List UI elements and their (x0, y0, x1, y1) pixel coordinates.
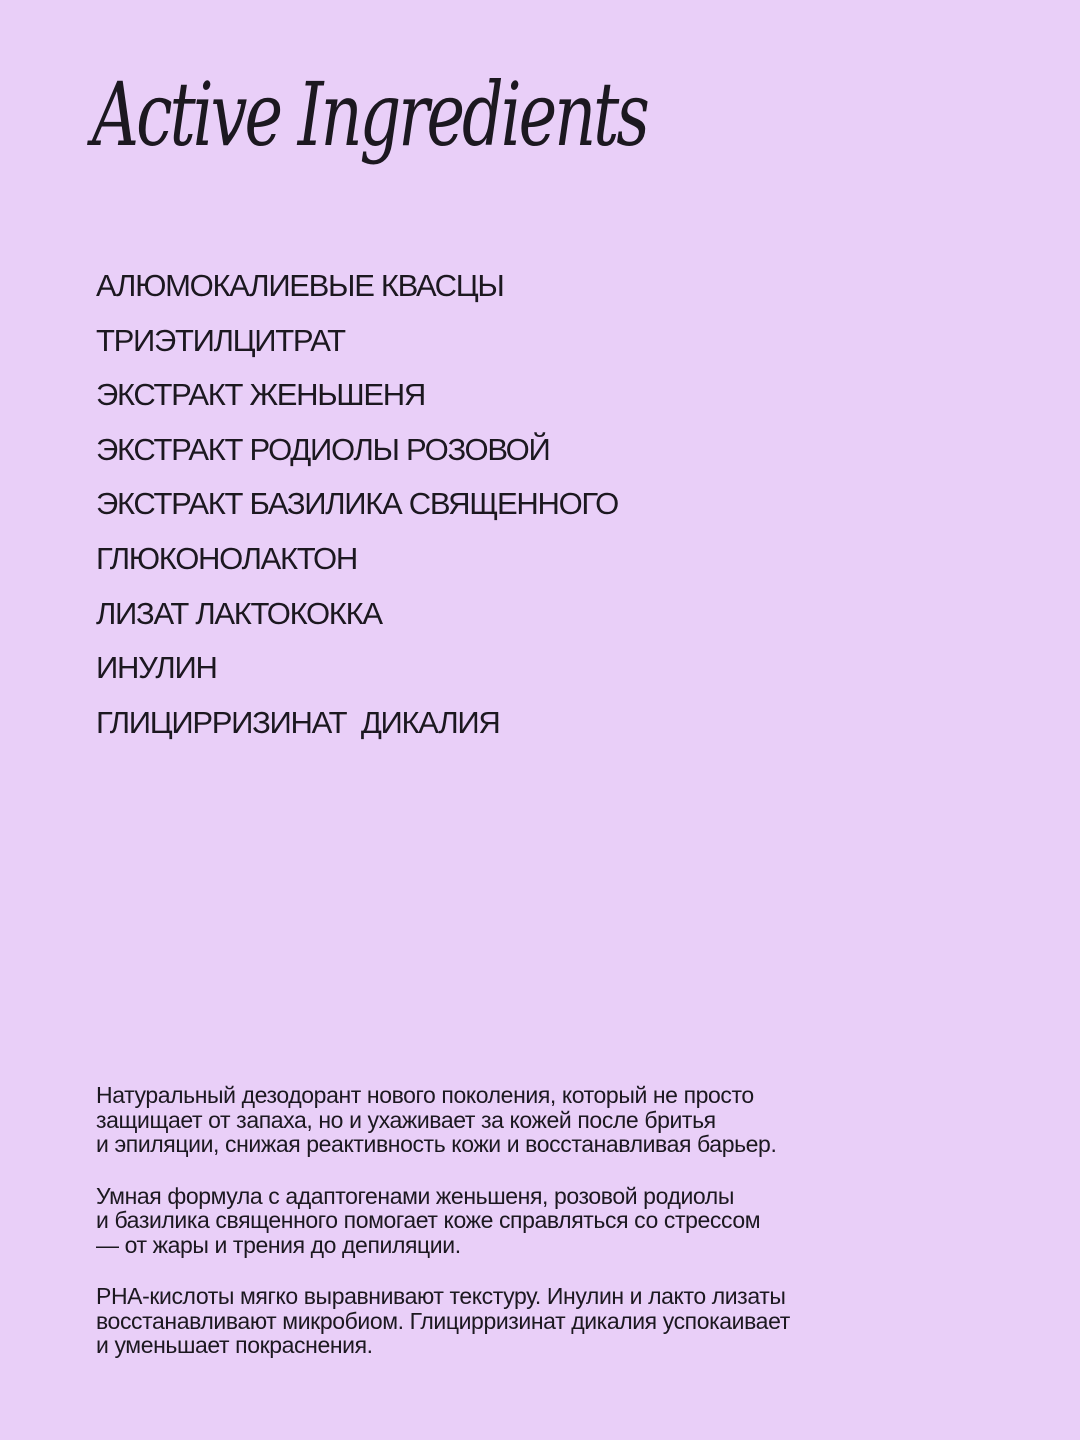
ingredient-item: ЭКСТРАКТ БАЗИЛИКА СВЯЩЕННОГО (96, 486, 618, 522)
ingredient-item: ЭКСТРАКТ РОДИОЛЫ РОЗОВОЙ (96, 431, 550, 467)
description-paragraph: Умная формула с адаптогенами женьшеня, розовой родиолы и базилика священного помогает коже справляться со стрессом — от жары и трения до депиляции. (96, 1182, 761, 1258)
ingredient-item: ЛИЗАТ ЛАКТОКОККА (96, 595, 382, 631)
ingredient-item: АЛЮМОКАЛИЕВЫЕ КВАСЦЫ (96, 268, 504, 303)
ingredient-item: ЭКСТРАКТ ЖЕНЬШЕНЯ (96, 377, 425, 413)
page-title: Active Ingredients (92, 63, 647, 166)
ingredients-list (96, 259, 618, 750)
ingredient-item: ТРИЭТИЛЦИТРАТ (96, 322, 345, 358)
description-block (96, 1083, 996, 1385)
ingredient-item: ГЛИЦИРРИЗИНАТ ДИКАЛИЯ (96, 704, 500, 740)
description-paragraph: Натуральный дезодорант нового поколения, который не просто защищает от запаха, но и ухаживает за кожей после бритья и эпиляции, снижая реактивность кожи и восстанавливая барьер. (96, 1082, 777, 1157)
description-paragraph: PHA-кислоты мягко выравнивают текстуру. Инулин и лакто лизаты восстанавливают микробиом. Глицирризинат дикалия успокаивает и уменьшает покраснения. (96, 1283, 790, 1358)
ingredient-item: ИНУЛИН (96, 650, 217, 686)
ingredient-item: ГЛЮКОНОЛАКТОН (96, 540, 357, 576)
